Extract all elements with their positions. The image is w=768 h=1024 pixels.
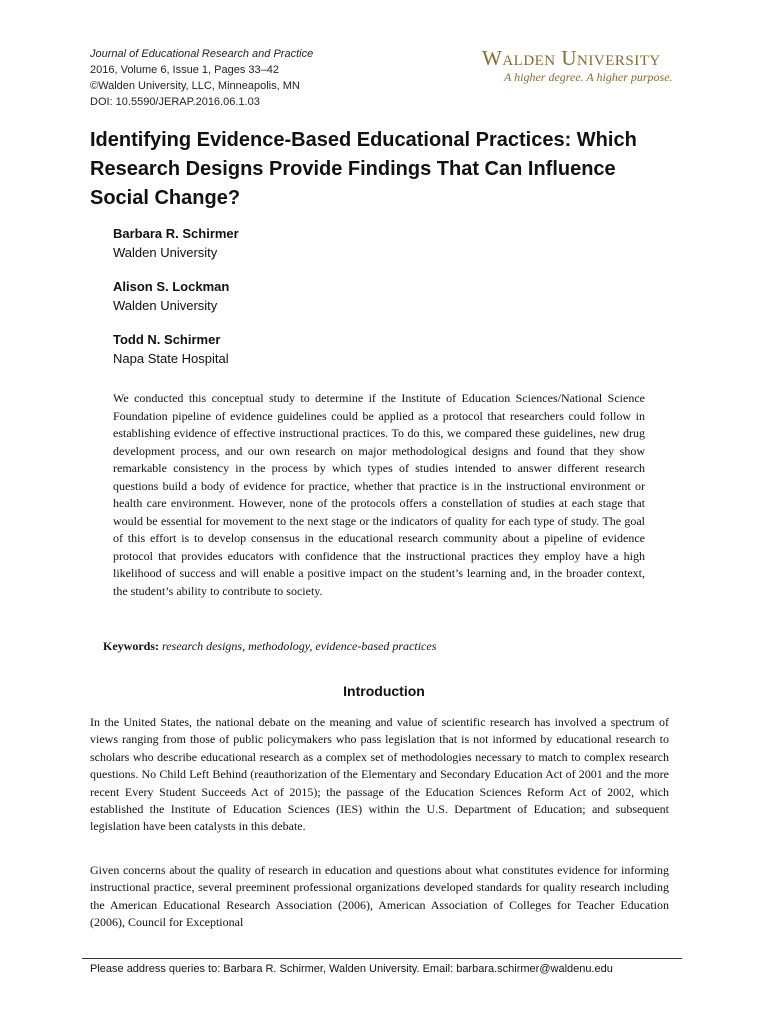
author-list: [113, 224, 239, 383]
article-title: Identifying Evidence-Based Educational Practices: Which Research Designs Provide Findings That Can Influence Social Change?: [90, 129, 637, 209]
body-paragraph: Given concerns about the quality of research in education and questions about what constitutes evidence for informing instructional practice, several preeminent professional organizations developed standards for quality research including the American Educational Research Association (2006), American Association of Colleges for Teacher Education (2006), Council for Exceptional: [90, 863, 669, 930]
journal-copyright: ©Walden University, LLC, Minneapolis, MN: [90, 80, 300, 92]
author-entry: [113, 224, 239, 262]
body-paragraph: In the United States, the national debate on the meaning and value of scientific research has involved a spectrum of views ranging from those of public policymakers who pass legislation that is not informed by educational research to scholars who describe educational research as a complex set of methodologies necessary to match to complex research questions. No Child Left Behind (reauthorization of the Elementary and Secondary Education Act of 2001 and the more recent Every Student Succeeds Act of 2015); the passage of the Education Sciences Reform Act of 2002, which established the Institute of Education Sciences (IES) within the U.S. Department of Education; and subsequent legislation have been catalysts in this debate.: [90, 715, 669, 834]
journal-doi: DOI: 10.5590/JERAP.2016.06.1.03: [90, 96, 260, 108]
logo-wordmark: Walden University: [482, 46, 661, 70]
author-entry: [113, 277, 239, 315]
keywords-label: Keywords:: [103, 639, 159, 653]
abstract: We conducted this conceptual study to determine if the Institute of Education Sciences/National Science Foundation pipeline of evidence guidelines could be applied as a protocol that researchers could follow in establishing evidence of effective instructional practices. To do this, we compared these guidelines, new drug development process, and our own research on major methodological designs and found that they show remarkable consistency in the process by which types of studies intended to answer different research questions build a body of evidence for practice, whether that practice is in the instructional environment or health care environment. However, none of the protocols offers a constellation of studies at each stage that would be essential for movement to the next stage or the indicators of quality for each type of study. The goal of this effort is to develop consensus in the educational research community about a pipeline of evidence protocol that provides educators with confidence that the instructional practices they employ have a high likelihood of success and will enable a positive impact on the student’s learning and, in the broader context, the student’s ability to contribute to society.: [113, 391, 645, 598]
footer-divider: [82, 958, 682, 959]
author-name: Barbara R. Schirmer: [113, 226, 239, 241]
journal-info: [90, 46, 313, 110]
journal-volume: 2016, Volume 6, Issue 1, Pages 33–42: [90, 64, 279, 76]
author-affiliation: Walden University: [113, 245, 218, 260]
logo-tagline: A higher degree. A higher purpose.: [504, 70, 673, 84]
keywords-text: research designs, methodology, evidence-based practices: [162, 639, 437, 653]
correspondence-footer: Please address queries to: Barbara R. Schirmer, Walden University. Email: barbara.schirmer@waldenu.edu: [90, 963, 613, 975]
author-affiliation: Napa State Hospital: [113, 351, 229, 366]
section-heading-introduction: Introduction: [343, 683, 425, 699]
author-entry: [113, 330, 239, 368]
author-affiliation: Walden University: [113, 298, 218, 313]
walden-university-logo: [482, 46, 682, 84]
author-name: Todd N. Schirmer: [113, 332, 221, 347]
keywords: [103, 638, 436, 655]
author-name: Alison S. Lockman: [113, 279, 230, 294]
journal-name: Journal of Educational Research and Practice: [90, 48, 314, 60]
